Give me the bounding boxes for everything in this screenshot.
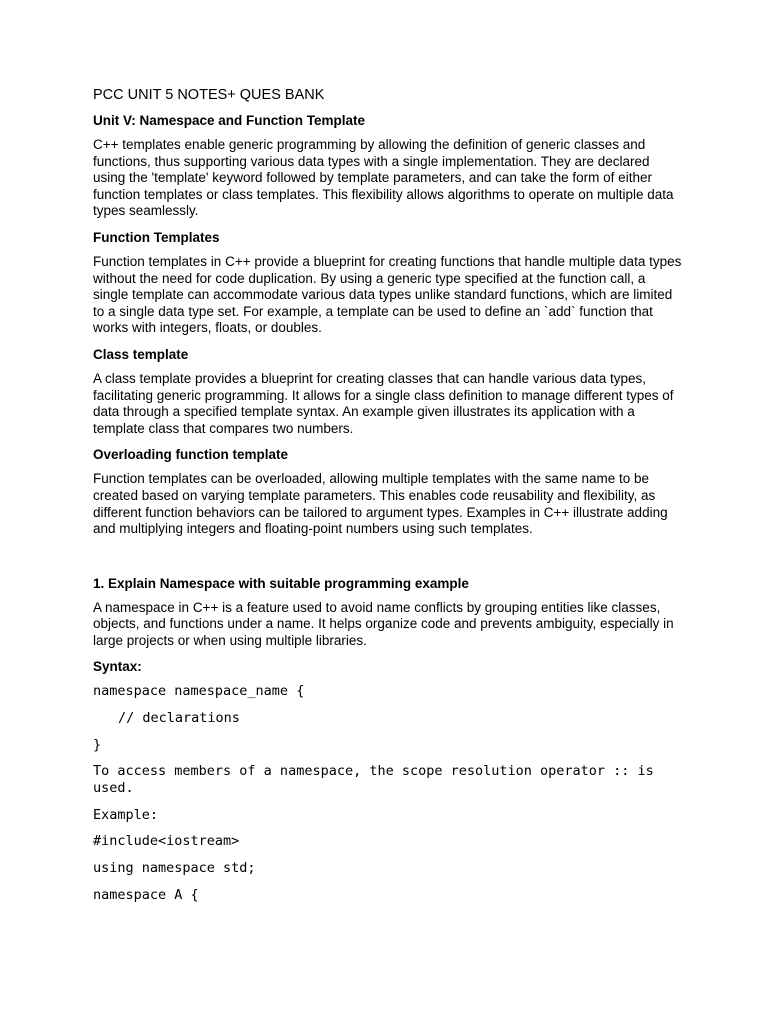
class-template-heading: Class template	[93, 346, 189, 362]
function-templates-paragraph: Function templates in C++ provide a blueprint for creating functions that handle multiple data types without the need for code duplication. By using a generic type specified at the function call, a single template can accommodate various data types unlike standard functions, which are limited to a single data type set. For example, a template can be used to define an `add` function that works with integers, floats, or doubles.	[93, 253, 682, 336]
document-title: PCC UNIT 5 NOTES+ QUES BANK	[93, 87, 325, 103]
syntax-label: Syntax:	[93, 659, 142, 675]
unit-heading: Unit V: Namespace and Function Template	[93, 113, 366, 128]
code-line: using namespace std;	[93, 860, 256, 877]
overloading-heading: Overloading function template	[93, 447, 289, 463]
section-spacer	[93, 547, 683, 575]
code-line: To access members of a namespace, the scope resolution operator :: is used.	[93, 763, 662, 797]
question-1-paragraph: A namespace in C++ is a feature used to avoid name conflicts by grouping entities like classes, objects, and functions under a name. It helps organize code and prevents ambiguity, especially in large projects or when using multiple libraries.	[93, 599, 674, 648]
code-line: // declarations	[118, 710, 240, 727]
class-template-paragraph: A class template provides a blueprint for creating classes that can handle various data types, facilitating generic programming. It allows for a single class definition to manage different types of data through a specified template syntax. An example given illustrates its application with a template class that compares two numbers.	[93, 370, 674, 436]
intro-paragraph: C++ templates enable generic programming by allowing the definition of generic classes and functions, thus supporting various data types with a single implementation. They are declared using the 'template' keyword followed by template parameters, and can take the form of either function templates or class templates. This flexibility allows algorithms to operate on multiple data types seamlessly.	[93, 137, 674, 219]
code-line: }	[93, 736, 102, 753]
code-line: namespace namespace_name {	[93, 683, 305, 700]
code-line: namespace A {	[93, 886, 199, 903]
code-line: Example:	[93, 806, 159, 823]
document-page	[93, 86, 683, 913]
code-line: #include<iostream>	[93, 833, 240, 850]
question-1-heading: 1. Explain Namespace with suitable programming example	[93, 575, 469, 591]
overloading-paragraph: Function templates can be overloaded, allowing multiple templates with the same name to be created based on varying template parameters. This enables code reusability and flexibility, as different function behaviors can be tailored to argument types. Examples in C++ illustrate adding and multiplying integers and floating-point numbers using such templates.	[93, 471, 668, 537]
function-templates-heading: Function Templates	[93, 229, 220, 245]
